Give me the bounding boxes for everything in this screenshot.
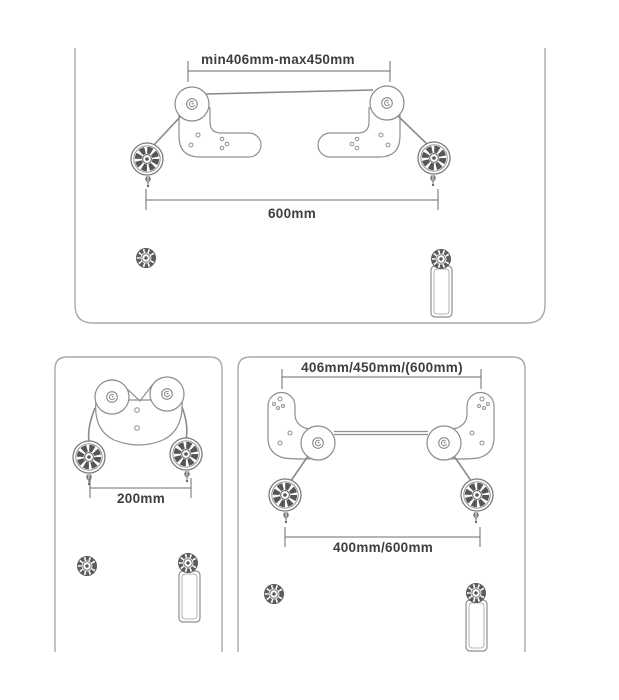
bottom-left-panel xyxy=(55,357,222,652)
bottom-right-dimension-top xyxy=(282,360,481,389)
top-panel-dimension-bottom xyxy=(146,189,438,221)
dimension-label-406-450-600: 406mm/450mm/(600mm) xyxy=(301,360,463,375)
screw-right xyxy=(430,176,436,186)
cable-left xyxy=(153,116,181,146)
dimension-label-600: 600mm xyxy=(267,206,317,221)
screw-left xyxy=(86,475,92,485)
pulley-left xyxy=(95,380,129,414)
locking-knob xyxy=(137,249,156,268)
wall-rail xyxy=(431,266,452,317)
wall-rail xyxy=(466,600,487,651)
dimension-label-min-max: min406mm-max450mm xyxy=(201,52,355,67)
locking-knob xyxy=(78,557,97,576)
spoke-wheel-left xyxy=(269,479,301,511)
dimension-label-400-600: 400mm/600mm xyxy=(332,540,434,555)
pulley-right xyxy=(370,86,404,120)
pulley-left xyxy=(175,87,209,121)
spoke-wheel-right xyxy=(418,142,450,174)
cable-right xyxy=(398,116,428,145)
cable-left xyxy=(89,408,95,441)
screw-right xyxy=(184,472,190,482)
top-panel-dimension-top xyxy=(188,52,390,82)
pulley-right xyxy=(427,426,461,460)
screw-left xyxy=(145,177,151,187)
top-panel-outline xyxy=(75,48,545,323)
rail-knob xyxy=(432,250,451,269)
spoke-wheel-left xyxy=(73,441,105,473)
cross-bar xyxy=(206,90,373,94)
locking-knob xyxy=(265,585,284,604)
bottom-left-dimension xyxy=(90,478,191,506)
screw-left xyxy=(283,513,289,523)
pulley-right xyxy=(150,377,184,411)
rail-knob xyxy=(179,554,198,573)
rail-knob xyxy=(467,584,486,603)
wall-rail xyxy=(179,571,200,622)
screw-right xyxy=(473,513,479,523)
spoke-wheel-right xyxy=(461,479,493,511)
cable-right xyxy=(182,407,187,439)
spoke-wheel-right xyxy=(170,438,202,470)
bottom-right-dimension-bottom xyxy=(285,527,480,555)
pulley-left xyxy=(301,426,335,460)
top-panel xyxy=(75,48,545,323)
spoke-wheel-left xyxy=(131,143,163,175)
dimension-label-200: 200mm xyxy=(116,491,166,506)
bottom-right-panel xyxy=(238,357,525,652)
